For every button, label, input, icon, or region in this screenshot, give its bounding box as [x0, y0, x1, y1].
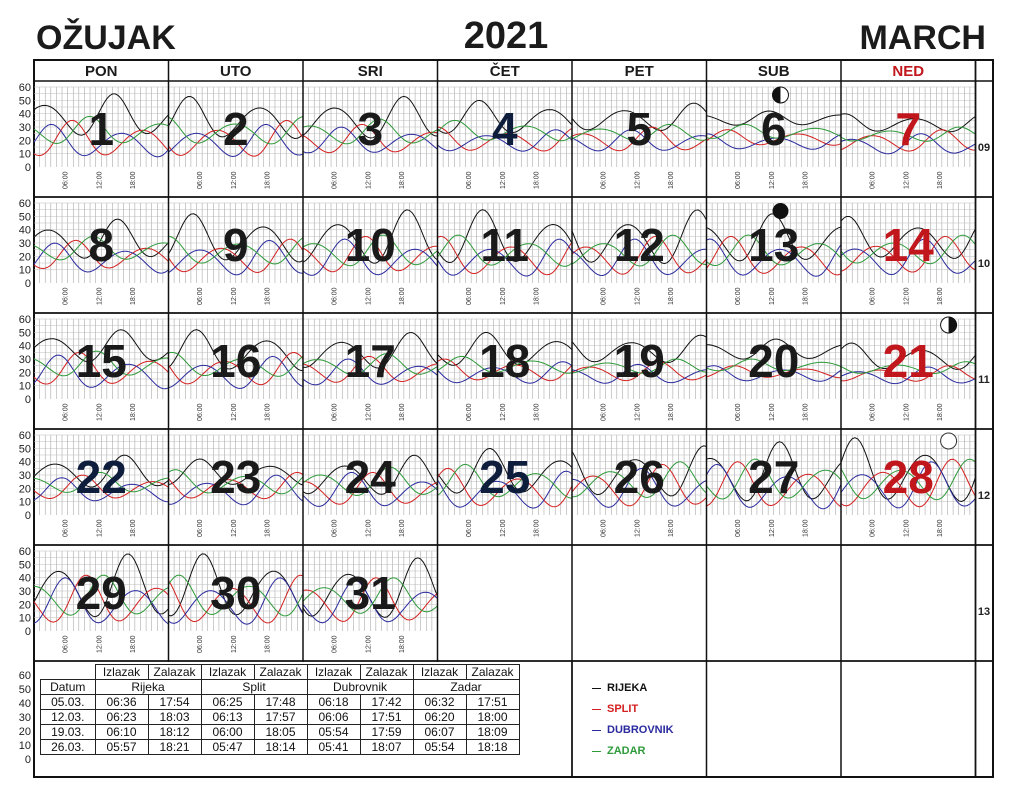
table-cell: 18:05: [254, 725, 307, 740]
x-tick-label: 12:00: [768, 171, 776, 189]
x-tick-label: 06:00: [600, 287, 608, 305]
day-number: 26: [613, 451, 665, 503]
x-tick-label: 18:00: [129, 403, 137, 421]
moon-phase-icon: [772, 87, 788, 103]
legend-label: ZADAR: [607, 745, 646, 757]
x-tick-label: 12:00: [634, 403, 642, 421]
table-cell: 17:54: [148, 695, 201, 710]
x-tick-label: 12:00: [96, 635, 104, 653]
y-tick-label: 50: [18, 211, 31, 224]
day-number: 7: [895, 103, 922, 155]
y-tick-label: 0: [24, 754, 31, 766]
y-tick-label: 20: [18, 367, 31, 380]
table-cell: Zalazak: [148, 665, 201, 680]
day-number: 22: [75, 451, 127, 503]
table-cell-date: 05.03.: [41, 695, 96, 710]
legend-label: RIJEKA: [607, 682, 648, 694]
table-cell: 06:07: [413, 725, 466, 740]
day-number: 8: [88, 219, 115, 271]
y-tick-label: 30: [18, 712, 31, 724]
x-tick-label: 06:00: [735, 403, 743, 421]
x-tick-label: 12:00: [768, 287, 776, 305]
y-tick-label: 60: [18, 314, 31, 326]
table-cell: 05:54: [307, 725, 360, 740]
table-cell: 18:18: [466, 740, 519, 755]
x-tick-label: 12:00: [634, 519, 642, 537]
y-tick-label: 60: [18, 82, 31, 94]
x-tick-label: 06:00: [466, 519, 474, 537]
table-cell-date: 26.03.: [41, 740, 96, 755]
legend-line-icon: [592, 709, 601, 710]
x-tick-label: 06:00: [466, 171, 474, 189]
x-tick-label: 06:00: [62, 403, 70, 421]
x-tick-label: 12:00: [903, 519, 911, 537]
table-row: [41, 665, 520, 680]
x-tick-label: 12:00: [499, 171, 507, 189]
y-tick-label: 0: [24, 162, 31, 174]
x-tick-label: 18:00: [533, 519, 541, 537]
y-tick-label: 30: [18, 470, 31, 482]
legend-item-split: [592, 703, 638, 715]
year-title: 2021: [463, 15, 549, 57]
table-cell: 05:54: [413, 740, 466, 755]
x-tick-label: 12:00: [903, 171, 911, 189]
day-number: 5: [626, 103, 653, 155]
x-tick-label: 18:00: [936, 171, 944, 189]
table-cell: Izlazak: [307, 665, 360, 680]
x-tick-label: 18:00: [802, 287, 810, 305]
y-tick-label: 10: [18, 380, 31, 393]
table-cell: 17:51: [360, 710, 413, 725]
x-tick-label: 18:00: [533, 403, 541, 421]
moon-disc: [772, 203, 788, 219]
day-number: 2: [222, 103, 249, 155]
x-tick-label: 18:00: [936, 519, 944, 537]
week-number: 11: [978, 374, 990, 386]
x-tick-label: 18:00: [533, 171, 541, 189]
day-number: 17: [344, 335, 396, 387]
weekday-label: SRI: [357, 63, 383, 80]
legend-item-zadar: [592, 745, 646, 757]
day-number: 24: [344, 451, 396, 503]
table-cell: Izlazak: [201, 665, 254, 680]
legend-line-icon: [592, 730, 601, 731]
x-tick-label: 18:00: [264, 635, 272, 653]
table-cell: Izlazak: [413, 665, 466, 680]
day-number: 30: [210, 567, 262, 619]
table-cell: 18:00: [466, 710, 519, 725]
y-tick-label: 20: [18, 483, 31, 496]
y-tick-label: 40: [18, 456, 31, 469]
x-tick-label: 18:00: [398, 287, 406, 305]
day-number: 23: [210, 451, 262, 503]
table-header-city: Zadar: [413, 680, 519, 695]
table-cell: 05:41: [307, 740, 360, 755]
day-number: 10: [344, 219, 396, 271]
day-number: 20: [748, 335, 800, 387]
table-cell: [41, 665, 96, 680]
table-cell: 06:20: [413, 710, 466, 725]
table-cell: 06:18: [307, 695, 360, 710]
table-header-city: Rijeka: [95, 680, 201, 695]
y-tick-label: 50: [18, 559, 31, 572]
x-tick-label: 18:00: [264, 519, 272, 537]
table-row: [41, 725, 520, 740]
x-tick-label: 18:00: [264, 171, 272, 189]
table-row: [41, 680, 520, 695]
table-cell-date: 19.03.: [41, 725, 96, 740]
x-tick-label: 06:00: [197, 519, 205, 537]
week-number: 09: [977, 142, 991, 154]
weekday-label: ČET: [489, 63, 520, 80]
table-row: [41, 710, 520, 725]
day-number: 9: [222, 219, 249, 271]
table-cell: 06:36: [95, 695, 148, 710]
y-tick-label: 40: [18, 698, 31, 710]
x-tick-label: 06:00: [600, 403, 608, 421]
y-tick-label: 20: [18, 599, 31, 612]
weekday-label: UTO: [220, 63, 252, 80]
table-cell: 17:48: [254, 695, 307, 710]
table-header-city: Dubrovnik: [307, 680, 413, 695]
sunrise-sunset-table: [40, 664, 520, 755]
x-tick-label: 06:00: [600, 519, 608, 537]
x-tick-label: 06:00: [331, 171, 339, 189]
table-cell: 17:51: [466, 695, 519, 710]
y-tick-label: 10: [18, 148, 31, 161]
y-tick-label: 30: [18, 586, 31, 598]
table-cell: 18:09: [466, 725, 519, 740]
y-tick-label: 40: [18, 108, 31, 121]
day-number: 14: [882, 219, 934, 271]
y-tick-label: 50: [18, 684, 31, 696]
x-tick-label: 06:00: [62, 635, 70, 653]
x-tick-label: 12:00: [903, 287, 911, 305]
table-header-datum: Datum: [41, 680, 96, 695]
x-tick-label: 18:00: [667, 287, 675, 305]
table-cell: Zalazak: [466, 665, 519, 680]
x-tick-label: 12:00: [365, 287, 373, 305]
x-tick-label: 18:00: [802, 519, 810, 537]
day-number: 31: [344, 567, 396, 619]
y-tick-label: 50: [18, 95, 31, 108]
table-cell: Izlazak: [95, 665, 148, 680]
x-tick-label: 18:00: [667, 171, 675, 189]
y-tick-label: 0: [24, 626, 31, 638]
day-number: 4: [491, 103, 518, 155]
x-tick-label: 06:00: [331, 519, 339, 537]
weekday-label: PON: [84, 63, 118, 80]
x-tick-label: 06:00: [466, 403, 474, 421]
x-tick-label: 06:00: [869, 519, 877, 537]
y-tick-label: 30: [18, 354, 31, 366]
table-cell: 06:32: [413, 695, 466, 710]
y-tick-label: 10: [18, 612, 31, 625]
table-row: [41, 695, 520, 710]
day-number: 6: [760, 103, 787, 155]
table-cell: 06:13: [201, 710, 254, 725]
weekday-label: PET: [624, 63, 654, 80]
table-cell: Zalazak: [254, 665, 307, 680]
day-number: 25: [479, 451, 531, 503]
y-tick-label: 0: [24, 510, 31, 522]
y-tick-label: 60: [18, 670, 31, 682]
table-cell: 06:25: [201, 695, 254, 710]
table-cell: 18:12: [148, 725, 201, 740]
table-cell: 06:06: [307, 710, 360, 725]
y-tick-label: 40: [18, 224, 31, 237]
x-tick-label: 12:00: [230, 519, 238, 537]
x-tick-label: 12:00: [96, 171, 104, 189]
legend-line-icon: [592, 751, 601, 752]
y-tick-label: 60: [18, 198, 31, 210]
x-tick-label: 18:00: [398, 635, 406, 653]
x-tick-label: 12:00: [365, 403, 373, 421]
legend-label: SPLIT: [607, 703, 639, 715]
y-tick-label: 50: [18, 443, 31, 456]
table-cell: 05:57: [95, 740, 148, 755]
x-tick-label: 12:00: [96, 519, 104, 537]
x-tick-label: 12:00: [230, 171, 238, 189]
y-tick-label: 10: [18, 496, 31, 509]
day-number: 11: [480, 219, 530, 271]
table-cell: Zalazak: [360, 665, 413, 680]
y-tick-label: 30: [18, 122, 31, 134]
x-tick-label: 12:00: [768, 519, 776, 537]
x-tick-label: 18:00: [936, 403, 944, 421]
day-number: 3: [357, 103, 384, 155]
x-tick-label: 12:00: [768, 403, 776, 421]
x-tick-label: 18:00: [129, 519, 137, 537]
x-tick-label: 06:00: [869, 171, 877, 189]
x-tick-label: 06:00: [62, 171, 70, 189]
day-number: 28: [882, 451, 934, 503]
x-tick-label: 18:00: [936, 287, 944, 305]
x-tick-label: 18:00: [667, 403, 675, 421]
weekday-label: NED: [892, 63, 925, 80]
day-number: 19: [613, 335, 665, 387]
y-tick-label: 20: [18, 726, 31, 738]
x-tick-label: 06:00: [735, 519, 743, 537]
table-cell: 18:14: [254, 740, 307, 755]
y-tick-label: 10: [18, 264, 31, 277]
x-tick-label: 18:00: [398, 171, 406, 189]
month-title-local: OŽUJAK: [36, 19, 176, 57]
x-tick-label: 06:00: [331, 287, 339, 305]
x-tick-label: 06:00: [600, 171, 608, 189]
x-tick-label: 12:00: [634, 171, 642, 189]
moon-phase-icon: [941, 433, 957, 449]
y-tick-label: 60: [18, 430, 31, 442]
legend-line-icon: [592, 688, 601, 689]
day-number: 12: [613, 219, 665, 271]
x-tick-label: 06:00: [197, 635, 205, 653]
x-tick-label: 06:00: [466, 287, 474, 305]
y-tick-label: 0: [24, 278, 31, 290]
y-tick-label: 40: [18, 340, 31, 353]
x-tick-label: 18:00: [264, 287, 272, 305]
x-tick-label: 12:00: [499, 287, 507, 305]
y-tick-label: 60: [18, 546, 31, 558]
x-tick-label: 12:00: [365, 171, 373, 189]
table-cell: 18:03: [148, 710, 201, 725]
week-number: 12: [977, 490, 991, 502]
x-tick-label: 12:00: [96, 403, 104, 421]
moon-phase-icon: [941, 317, 957, 333]
table-cell-date: 12.03.: [41, 710, 96, 725]
table-cell: 17:57: [254, 710, 307, 725]
day-number: 29: [75, 567, 127, 619]
x-tick-label: 12:00: [365, 635, 373, 653]
table-cell: 06:10: [95, 725, 148, 740]
weekday-label: SUB: [757, 63, 790, 80]
x-tick-label: 06:00: [197, 171, 205, 189]
week-number: 10: [977, 258, 991, 270]
table-cell: 17:42: [360, 695, 413, 710]
day-number: 27: [748, 451, 800, 503]
x-tick-label: 06:00: [331, 403, 339, 421]
x-tick-label: 06:00: [869, 403, 877, 421]
legend-item-dubrovnik: [592, 724, 674, 736]
x-tick-label: 18:00: [398, 519, 406, 537]
moon-disc: [941, 433, 957, 449]
x-tick-label: 12:00: [499, 403, 507, 421]
x-tick-label: 18:00: [129, 287, 137, 305]
table-header-city: Split: [201, 680, 307, 695]
day-number: 18: [479, 335, 531, 387]
table-cell: 17:59: [360, 725, 413, 740]
month-title-english: MARCH: [859, 19, 986, 57]
x-tick-label: 12:00: [96, 287, 104, 305]
table-cell: 18:07: [360, 740, 413, 755]
x-tick-label: 12:00: [499, 519, 507, 537]
day-number: 15: [75, 335, 127, 387]
x-tick-label: 18:00: [667, 519, 675, 537]
y-tick-label: 50: [18, 327, 31, 340]
x-tick-label: 06:00: [197, 287, 205, 305]
day-number: 13: [748, 219, 800, 271]
y-tick-label: 0: [24, 394, 31, 406]
moon-phase-icon: [772, 203, 788, 219]
x-tick-label: 18:00: [802, 171, 810, 189]
x-tick-label: 06:00: [869, 287, 877, 305]
x-tick-label: 12:00: [230, 403, 238, 421]
x-tick-label: 18:00: [802, 403, 810, 421]
x-tick-label: 12:00: [634, 287, 642, 305]
x-tick-label: 06:00: [197, 403, 205, 421]
x-tick-label: 06:00: [331, 635, 339, 653]
x-tick-label: 06:00: [735, 171, 743, 189]
moon-shade: [949, 317, 957, 333]
week-number: 13: [977, 606, 991, 618]
x-tick-label: 18:00: [129, 171, 137, 189]
x-tick-label: 06:00: [735, 287, 743, 305]
x-tick-label: 18:00: [533, 287, 541, 305]
table-row: [41, 740, 520, 755]
x-tick-label: 18:00: [129, 635, 137, 653]
y-tick-label: 20: [18, 135, 31, 148]
table-cell: 06:23: [95, 710, 148, 725]
y-tick-label: 20: [18, 251, 31, 264]
x-tick-label: 12:00: [365, 519, 373, 537]
legend-label: DUBROVNIK: [607, 724, 674, 736]
x-tick-label: 12:00: [903, 403, 911, 421]
table-cell: 06:00: [201, 725, 254, 740]
day-number: 16: [210, 335, 262, 387]
y-tick-label: 40: [18, 572, 31, 585]
x-tick-label: 12:00: [230, 635, 238, 653]
y-tick-label: 10: [18, 740, 31, 752]
table-cell: 18:21: [148, 740, 201, 755]
x-tick-label: 12:00: [230, 287, 238, 305]
table-cell: 05:47: [201, 740, 254, 755]
day-number: 21: [882, 335, 934, 387]
day-number: 1: [88, 103, 115, 155]
x-tick-label: 06:00: [62, 287, 70, 305]
x-tick-label: 18:00: [398, 403, 406, 421]
x-tick-label: 18:00: [264, 403, 272, 421]
y-tick-label: 30: [18, 238, 31, 250]
legend-item-rijeka: [592, 682, 647, 694]
x-tick-label: 06:00: [62, 519, 70, 537]
